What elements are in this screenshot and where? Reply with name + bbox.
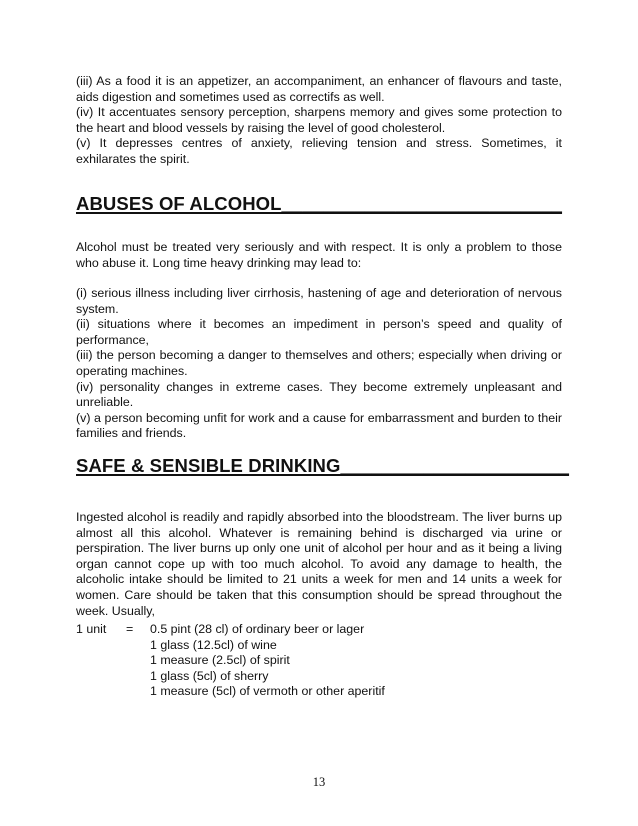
page-number: 13 bbox=[312, 775, 326, 789]
list-item: (iii) the person becoming a danger to themselves and others; especially when driving or operating machines. bbox=[76, 348, 562, 378]
section-heading-abuses: ABUSES OF ALCOHOL___________________________ bbox=[76, 193, 563, 214]
intro-benefits-list bbox=[76, 74, 562, 168]
abuses-intro bbox=[76, 240, 562, 271]
unit-label: 1 unit bbox=[76, 622, 107, 636]
list-item: 1 glass (12.5cl) of wine bbox=[150, 637, 277, 652]
equals-sign: = bbox=[126, 622, 134, 636]
abuses-intro-paragraph: Alcohol must be treated very seriously and with respect. It is only a problem to those who abuse it. Long time heavy drinking may lead to: bbox=[76, 240, 562, 270]
list-item: 1 measure (5cl) of vermoth or other aperitif bbox=[150, 684, 385, 699]
list-item: (iv) It accentuates sensory perception, sharpens memory and gives some protection to the heart and blood vessels by raising the level of good cholesterol. bbox=[76, 105, 562, 135]
section-heading-safe-drinking: SAFE & SENSIBLE DRINKING______________________ bbox=[76, 455, 570, 476]
list-item: (v) It depresses centres of anxiety, relieving tension and stress. Sometimes, it exhilarates the spirit. bbox=[76, 136, 562, 166]
list-item: (ii) situations where it becomes an impediment in person’s speed and quality of performance, bbox=[76, 317, 562, 347]
list-item: 0.5 pint (28 cl) of ordinary beer or lager bbox=[150, 622, 365, 636]
list-item: 1 glass (5cl) of sherry bbox=[150, 668, 269, 683]
list-item: (v) a person becoming unfit for work and a cause for embarrassment and burden to their families and friends. bbox=[76, 410, 562, 441]
list-item: (i) serious illness including liver cirrhosis, hastening of age and deterioration of nervous system. bbox=[76, 286, 562, 316]
list-item: (iii) As a food it is an appetizer, an accompaniment, an enhancer of flavours and taste, aids digestion and sometimes used as correctifs as well. bbox=[76, 74, 562, 104]
safe-drinking-paragraph: Ingested alcohol is readily and rapidly absorbed into the bloodstream. The liver burns up almost all this alcohol. Whatever is remaining behind is discharged via urine or perspiration. The liver burns up only one unit of alcohol per hour and as it being a living organ cannot cope up with too much alcohol. To avoid any damage to health, the alcoholic intake should be limited to 21 units a week for men and 14 units a week for women. Care should be taken that this consumption should be spread throughout the week. Usually, bbox=[76, 510, 562, 618]
list-item: 1 measure (2.5cl) of spirit bbox=[150, 653, 290, 668]
list-item: (iv) personality changes in extreme cases. They become extremely unpleasant and unreliable. bbox=[76, 379, 562, 410]
equivalents-list bbox=[150, 622, 385, 700]
safe-drinking-body bbox=[76, 510, 562, 619]
abuses-list bbox=[76, 286, 562, 442]
